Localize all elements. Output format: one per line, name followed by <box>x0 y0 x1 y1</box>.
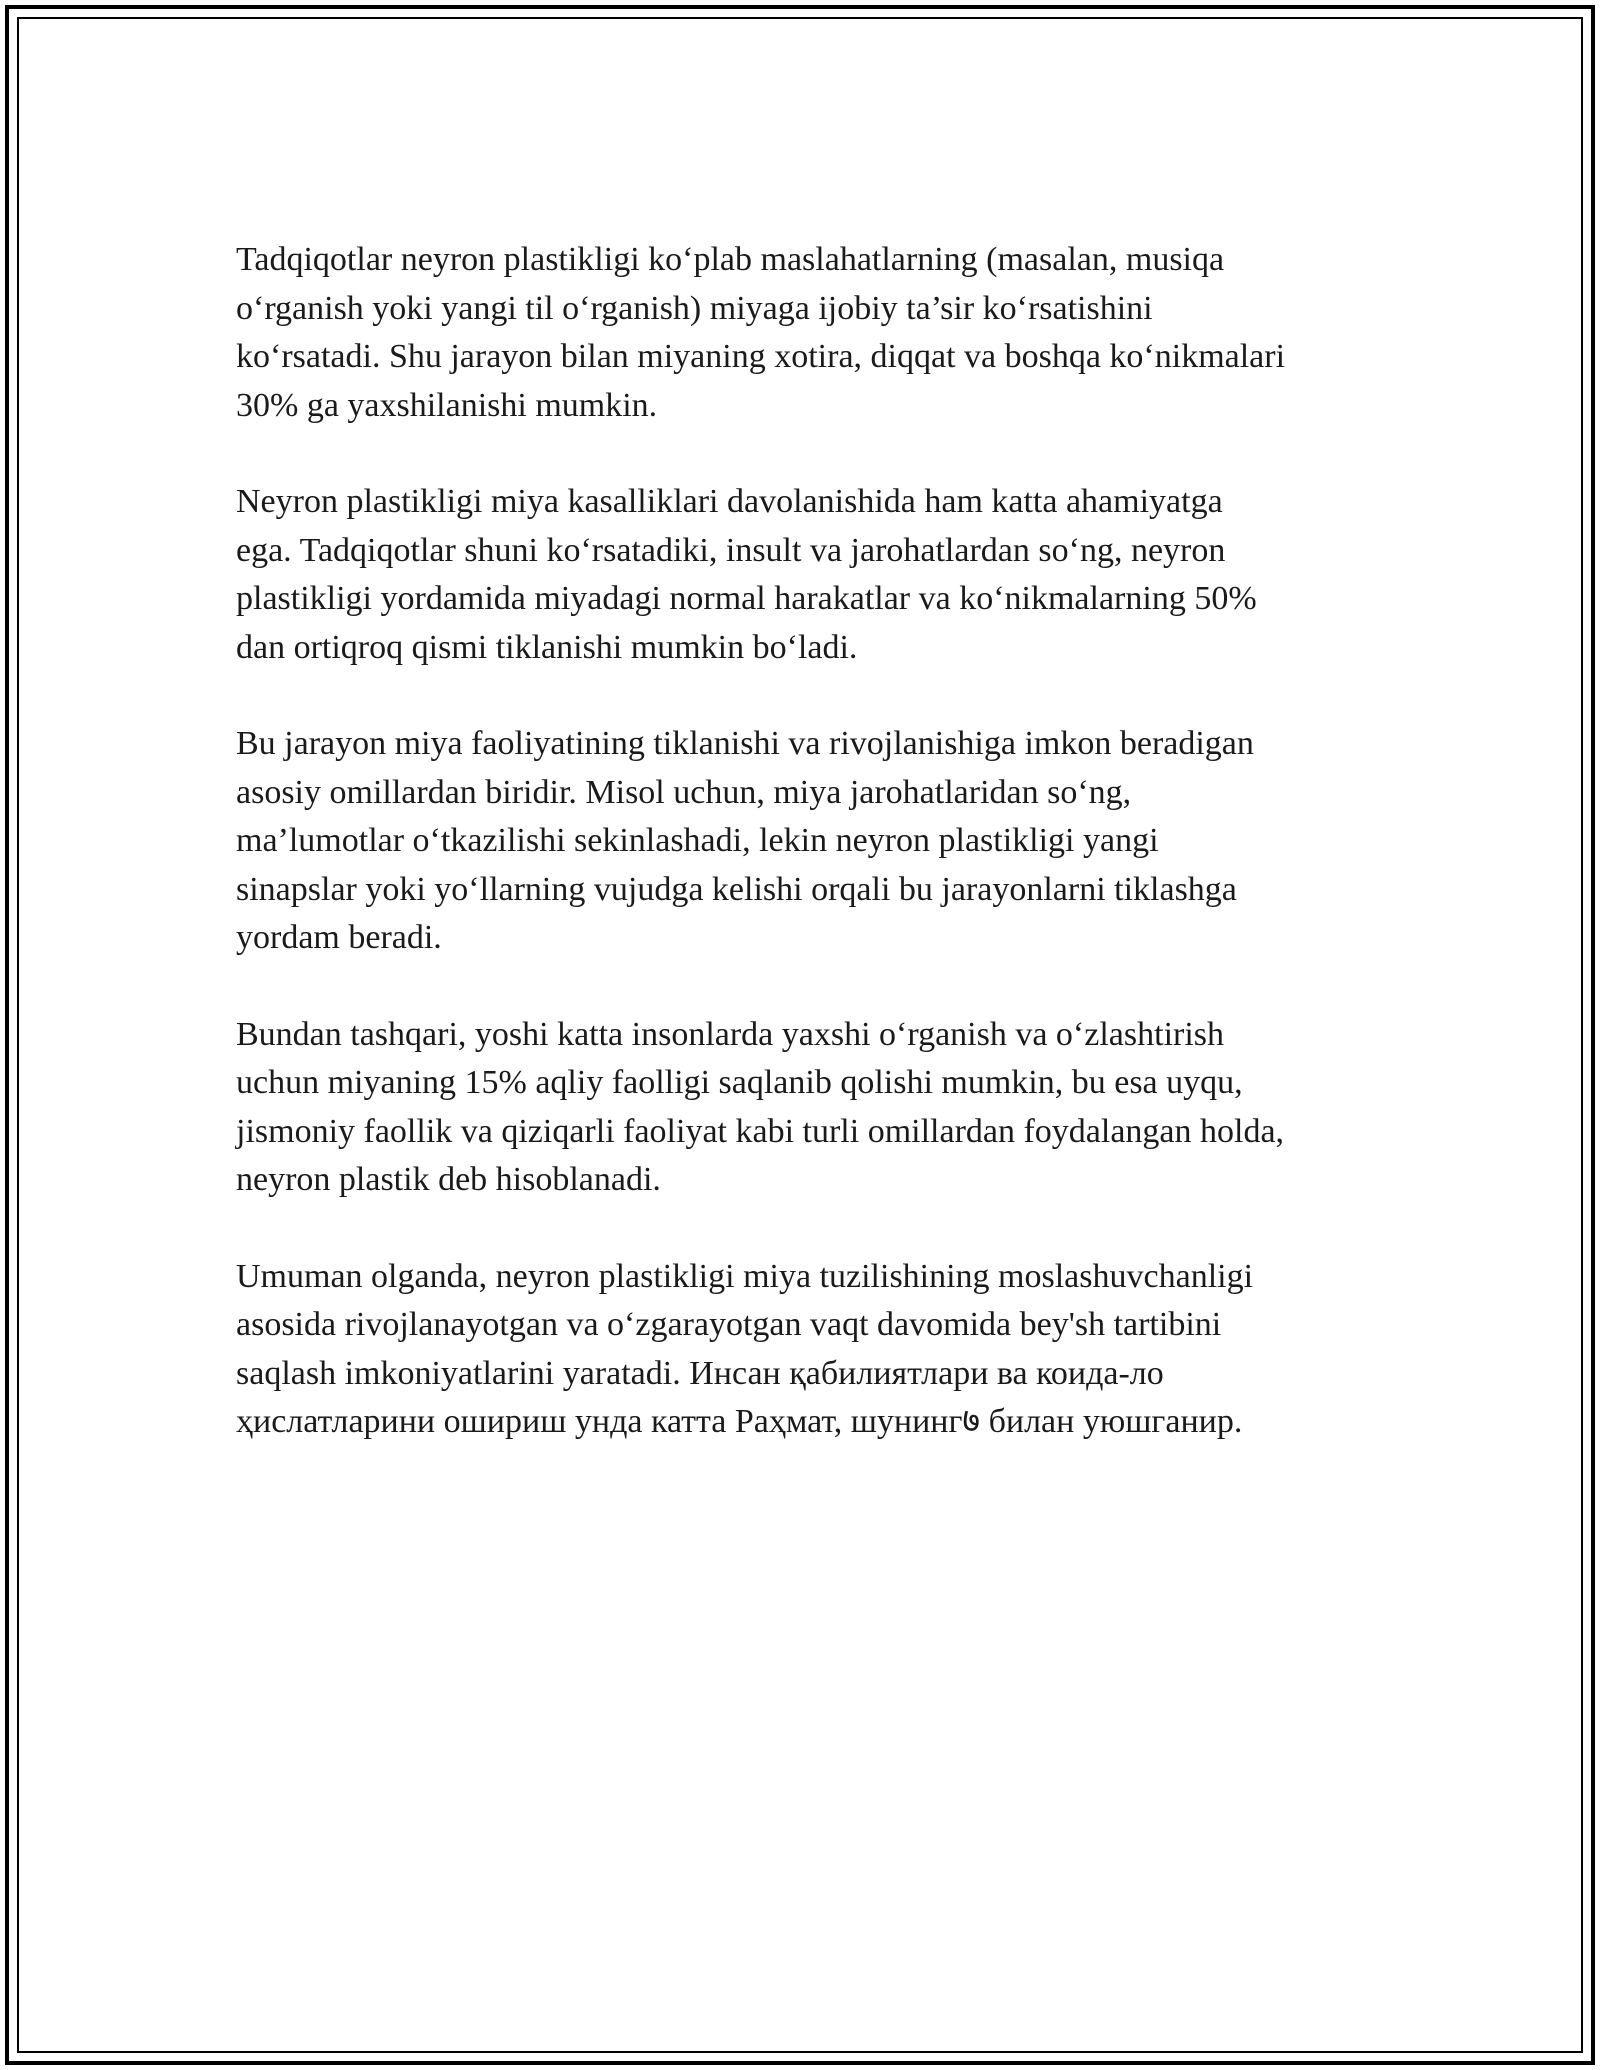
document-body <box>236 236 1376 1495</box>
paragraph-2: Neyron plastikligi miya kasalliklari davolanishida ham katta ahamiyatga ega. Tadqiqotlar shuni ko‘rsatadiki, insult va jarohatlardan so‘ng, neyron plastikligi yordamida miyadagi normal harakatlar va ko‘nikmalarning 50% dan ortiqroq qismi tiklanishi mumkin bo‘ladi. <box>236 483 1257 666</box>
paragraph-5: Umuman olganda, neyron plastikligi miya tuzilishining moslashuvchanligi asosida rivojlanayotgan va o‘zgarayotgan vaqt davomida bey'sh tartibini saqlash imkoniyatlarini yaratadi. Инсан қабилиятлари ва коида-ло ҳислатларини ошириш унда катта Раҳмат, шунинг७ билан уюшганир. <box>236 1257 1254 1440</box>
paragraph-1: Tadqiqotlar neyron plastikligi ko‘plab maslahatlarning (masalan, musiqa o‘rganish yoki yangi til o‘rganish) miyaga ijobiy ta’sir ko‘rsatishini ko‘rsatadi. Shu jarayon bilan miyaning xotira, diqqat va boshqa ko‘nikmalari 30% ga yaxshilanishi mumkin. <box>236 241 1286 424</box>
paragraph-4: Bundan tashqari, yoshi katta insonlarda yaxshi o‘rganish va o‘zlashtirish uchun miyaning 15% aqliy faolligi saqlanib qolishi mumkin, bu esa uyqu, jismoniy faollik va qiziqarli faoliyat kabi turli omillardan foydalangan holda, neyron plastik deb hisoblanadi. <box>236 1015 1285 1198</box>
paragraph-3: Bu jarayon miya faoliyatining tiklanishi va rivojlanishiga imkon beradigan asosiy omillardan biridir. Misol uchun, miya jarohatlaridan so‘ng, ma’lumotlar o‘tkazilishi sekinlashadi, lekin neyron plastikligi yangi sinapslar yoki yo‘llarning vujudga kelishi orqali bu jarayonlarni tiklashga yordam beradi. <box>236 725 1254 956</box>
